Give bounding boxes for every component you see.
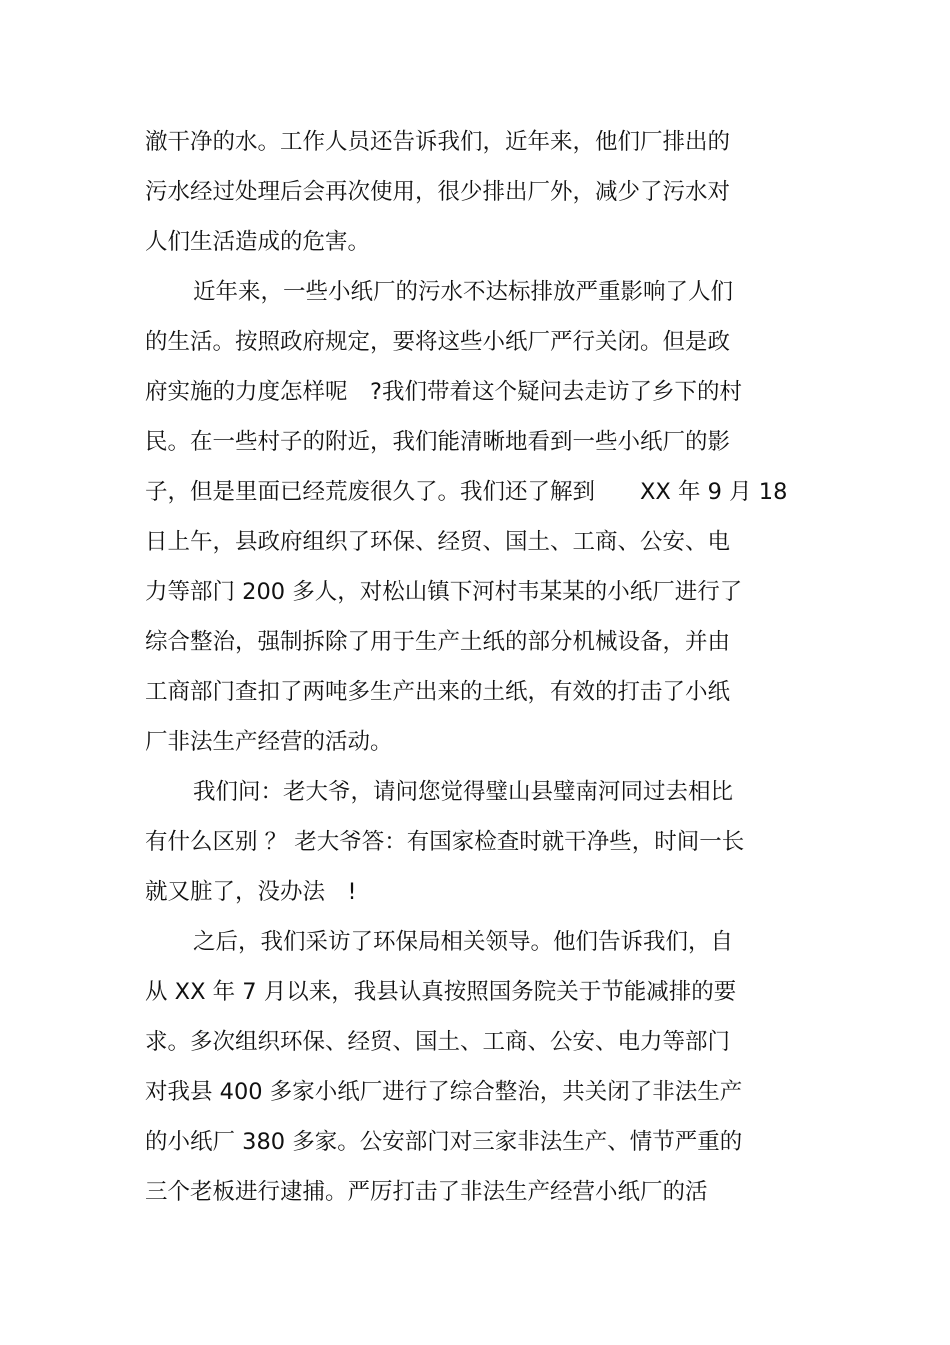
text-line: 的小纸厂 380 多家。公安部门对三家非法生产、情节严重的 — [145, 1129, 743, 1155]
text-line: 污水经过处理后会再次使用，很少排出厂外，减少了污水对 — [145, 179, 731, 205]
text-line: 就又脏了，没办法 ! — [145, 879, 357, 905]
text-line: 有什么区别 ？ 老大爷答：有国家检查时就干净些，时间一长 — [145, 829, 745, 855]
text-line: 子，但是里面已经荒废很久了。我们还了解到 XX 年 9 月 18 — [145, 479, 788, 505]
text-line: 府实施的力度怎样呢 ?我们带着这个疑问去走访了乡下的村 — [145, 379, 742, 405]
text-line: 日上午，县政府组织了环保、经贸、国土、工商、公安、电 — [145, 529, 731, 555]
text-line: 的生活。按照政府规定，要将这些小纸厂严行关闭。但是政 — [145, 329, 731, 355]
text-line: 人们生活造成的危害。 — [145, 229, 371, 255]
text-line: 厂非法生产经营的活动。 — [145, 729, 393, 755]
text-line: 民。在一些村子的附近，我们能清晰地看到一些小纸厂的影 — [145, 429, 731, 455]
paragraph-first-line: 我们问：老大爷，请问您觉得璧山县璧南河同过去相比 — [193, 779, 734, 805]
text-line: 工商部门查扣了两吨多生产出来的土纸，有效的打击了小纸 — [145, 679, 731, 705]
text-line: 综合整治，强制拆除了用于生产土纸的部分机械设备，并由 — [145, 629, 731, 655]
text-line: 从 XX 年 7 月以来，我县认真按照国务院关于节能减排的要 — [145, 979, 737, 1005]
paragraph-first-line: 近年来，一些小纸厂的污水不达标排放严重影响了人们 — [193, 279, 734, 305]
text-line: 三个老板进行逮捕。严厉打击了非法生产经营小纸厂的活 — [145, 1179, 708, 1205]
text-line: 力等部门 200 多人，对松山镇下河村韦某某的小纸厂进行了 — [145, 579, 743, 605]
text-line: 对我县 400 多家小纸厂进行了综合整治，共关闭了非法生产 — [145, 1079, 743, 1105]
paragraph-first-line: 之后，我们采访了环保局相关领导。他们告诉我们，自 — [193, 929, 734, 955]
text-line: 求。多次组织环保、经贸、国土、工商、公安、电力等部门 — [145, 1029, 731, 1055]
text-line: 澈干净的水。工作人员还告诉我们，近年来，他们厂排出的 — [145, 129, 731, 155]
